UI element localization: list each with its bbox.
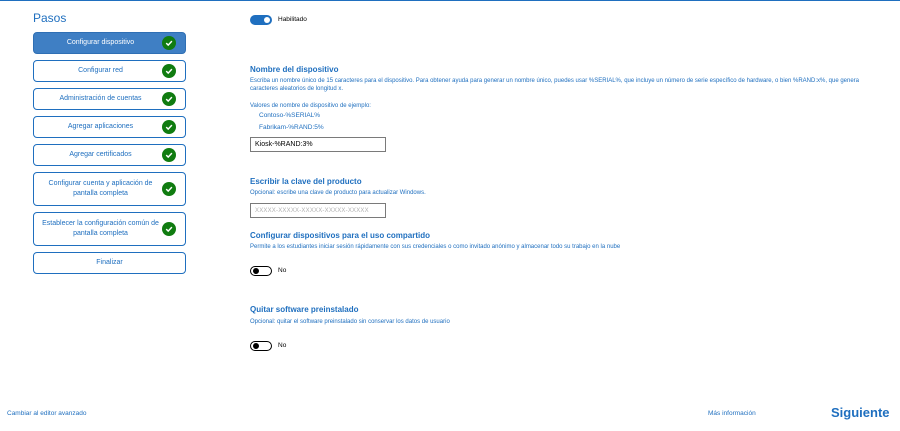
step-account-management[interactable] bbox=[33, 88, 186, 110]
step-configure-network[interactable] bbox=[33, 60, 186, 82]
device-name-title: Nombre del dispositivo bbox=[250, 65, 339, 74]
product-key-title: Escribir la clave del producto bbox=[250, 177, 362, 186]
steps-list bbox=[33, 32, 186, 280]
next-button[interactable]: Siguiente bbox=[831, 405, 890, 420]
device-name-example-1: Contoso-%SERIAL% bbox=[259, 112, 321, 119]
shared-use-title: Configurar dispositivos para el uso compartido bbox=[250, 231, 431, 240]
step-label: Agregar certificados bbox=[69, 151, 132, 158]
remove-software-description: Opcional: quitar el software preinstalado sin conservar los datos de usuario bbox=[250, 319, 450, 325]
remove-software-title: Quitar software preinstalado bbox=[250, 305, 359, 314]
toggle-knob bbox=[264, 17, 270, 23]
check-icon bbox=[162, 36, 176, 50]
step-kiosk-account[interactable] bbox=[33, 172, 186, 206]
toggle-knob bbox=[253, 268, 259, 274]
enabled-toggle-label: Habilitado bbox=[278, 16, 307, 24]
check-icon bbox=[162, 222, 176, 236]
top-accent-line bbox=[0, 0, 900, 1]
shared-use-toggle[interactable] bbox=[250, 266, 272, 276]
remove-software-toggle[interactable] bbox=[250, 341, 272, 351]
product-key-description: Opcional: escribe una clave de producto para actualizar Windows. bbox=[250, 190, 426, 196]
toggle-knob bbox=[253, 343, 259, 349]
more-info-link[interactable]: Más información bbox=[708, 410, 756, 417]
step-finish[interactable] bbox=[33, 252, 186, 274]
device-name-input[interactable]: Kiosk-%RAND:3% bbox=[250, 137, 386, 152]
steps-title: Pasos bbox=[33, 11, 67, 25]
remove-software-toggle-label: No bbox=[278, 342, 287, 350]
device-name-example-2: Fabrikam-%RAND:5% bbox=[259, 124, 324, 131]
check-icon bbox=[162, 120, 176, 134]
check-icon bbox=[162, 182, 176, 196]
enabled-toggle[interactable] bbox=[250, 15, 272, 25]
step-label: Configurar red bbox=[78, 67, 123, 74]
shared-use-toggle-label: No bbox=[278, 267, 287, 275]
product-key-input[interactable]: XXXXX-XXXXX-XXXXX-XXXXX-XXXXX bbox=[250, 203, 386, 218]
step-configure-device[interactable] bbox=[33, 32, 186, 54]
shared-use-toggle-row bbox=[250, 262, 286, 280]
step-label: Configurar cuenta y aplicación de pantalla completa bbox=[48, 180, 153, 197]
remove-software-toggle-row bbox=[250, 337, 286, 355]
step-label: Finalizar bbox=[96, 259, 123, 266]
device-name-examples-label: Valores de nombre de dispositivo de ejemplo: bbox=[250, 103, 371, 109]
check-icon bbox=[162, 64, 176, 78]
step-label: Establecer la configuración común de pantalla completa bbox=[42, 220, 159, 237]
shared-use-description: Permite a los estudiantes iniciar sesión rápidamente con sus credenciales o como invitado anónimo y almacenar todo su trabajo en la nube bbox=[250, 244, 621, 250]
step-label: Configurar dispositivo bbox=[66, 39, 135, 46]
step-label: Agregar aplicaciones bbox=[67, 123, 134, 130]
advanced-editor-link[interactable]: Cambiar al editor avanzado bbox=[7, 410, 87, 417]
check-icon bbox=[162, 148, 176, 162]
enabled-row bbox=[250, 11, 307, 29]
step-kiosk-common-settings[interactable] bbox=[33, 212, 186, 246]
step-add-certificates[interactable] bbox=[33, 144, 186, 166]
step-label: Administración de cuentas bbox=[59, 95, 142, 102]
check-icon bbox=[162, 92, 176, 106]
step-add-apps[interactable] bbox=[33, 116, 186, 138]
device-name-description: Escriba un nombre único de 15 caracteres para el dispositivo. Para obtener ayuda para generar un nombre único, puedes usar %SERIAL%, que incluye un número de serie específico de hardware, o bien %RAND:x%, que genera caracteres aleatorios de longitud x. bbox=[250, 78, 860, 92]
